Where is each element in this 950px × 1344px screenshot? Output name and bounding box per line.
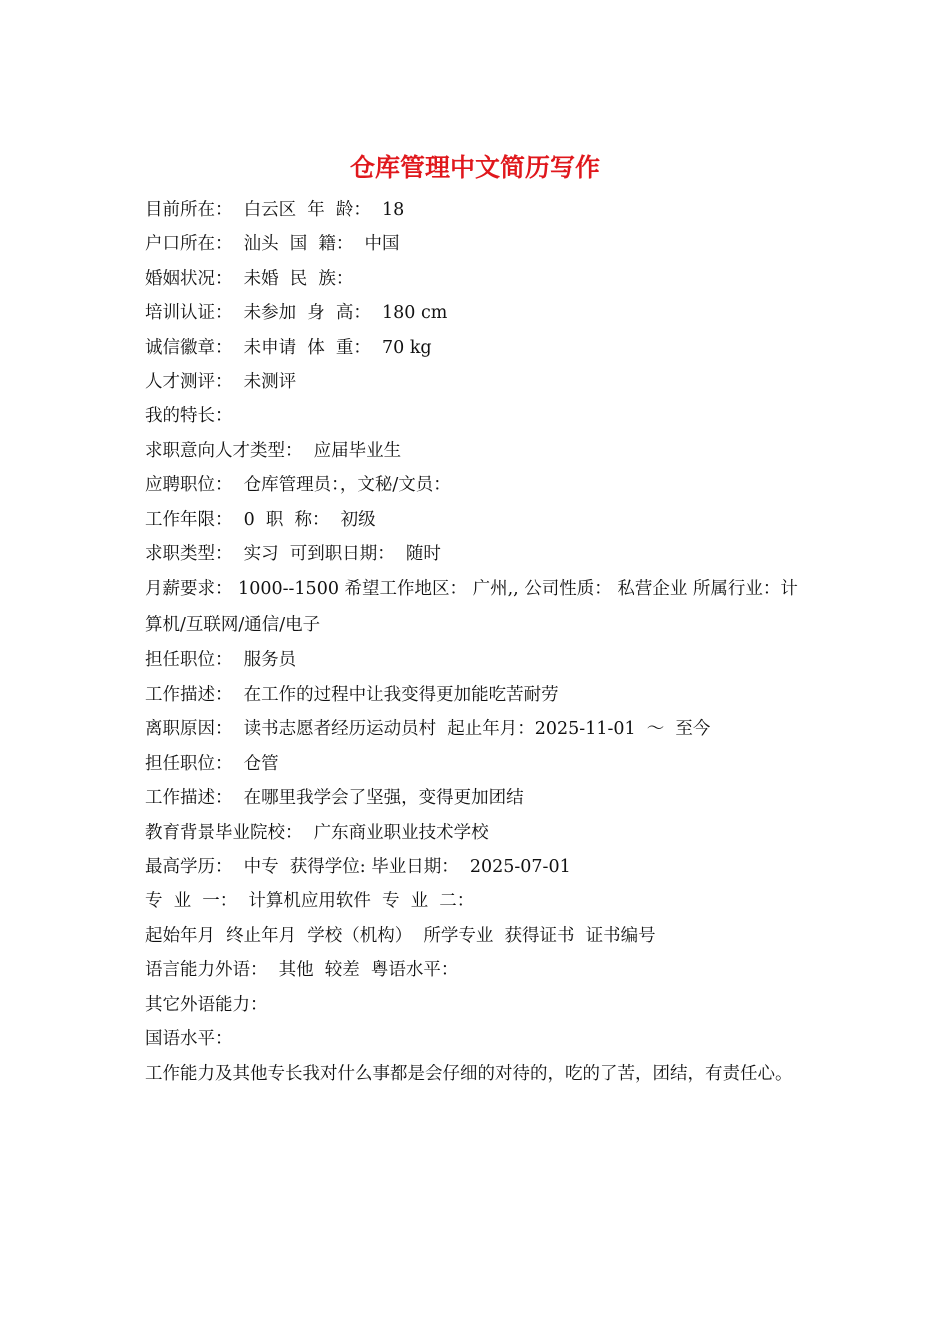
- field-job-description-2: 工作描述： 在哪里我学会了坚强，变得更加团结: [145, 788, 524, 809]
- field-leave-reason: 离职原因： 读书志愿者经历运动员村 起止年月：2025-11-01 ～ 至今: [145, 719, 711, 740]
- field-other-languages: 其它外语能力：: [145, 994, 268, 1015]
- field-current-location: 目前所在： 白云区 年 龄： 18: [145, 200, 405, 220]
- field-language-ability: 语言能力外语： 其他 较差 粤语水平：: [145, 960, 459, 981]
- field-major: 专 业 一： 计算机应用软件 专 业 二：: [145, 891, 475, 912]
- field-position-2: 担任职位： 仓管: [145, 753, 279, 774]
- resume-body: [145, 193, 805, 1092]
- field-applied-position: 应聘职位： 仓库管理员：，文秘/文员：: [145, 475, 451, 496]
- field-talent-type: 求职意向人才类型： 应届毕业生: [145, 440, 402, 461]
- field-specialty: 我的特长：: [145, 406, 233, 427]
- field-job-description-1: 工作描述： 在工作的过程中让我变得更加能吃苦耐劳: [145, 684, 559, 705]
- field-education-table-header: 起始年月 终止年月 学校（机构） 所学专业 获得证书 证书编号: [145, 925, 656, 946]
- field-work-years: 工作年限： 0 职 称： 初级: [145, 509, 376, 530]
- field-job-type: 求职类型： 实习 可到职日期： 随时: [145, 544, 441, 565]
- field-education-school: 教育背景毕业院校： 广东商业职业技术学校: [145, 822, 489, 843]
- field-hukou: 户口所在： 汕头 国 籍： 中国: [145, 234, 400, 255]
- field-marital-status: 婚姻状况： 未婚 民 族：: [145, 268, 354, 289]
- field-mandarin-level: 国语水平：: [145, 1028, 233, 1049]
- field-work-ability: 工作能力及其他专长我对什么事都是会仔细的对待的，吃的了苦，团结，有责任心。: [145, 1064, 793, 1085]
- document-title: 仓库管理中文简历写作: [349, 153, 600, 182]
- field-credit-badge: 诚信徽章： 未申请 体 重： 70 kg: [145, 337, 432, 358]
- field-salary-requirements: 月薪要求： 1000--1500 希望工作地区： 广州,, 公司性质： 私营企业 所属行业：计算机/互联网/通信/电子: [145, 579, 798, 636]
- field-training: 培训认证： 未参加 身 高： 180 cm: [145, 303, 448, 324]
- field-highest-degree: 最高学历： 中专 获得学位: 毕业日期： 2025-07-01: [145, 856, 571, 877]
- field-talent-assessment: 人才测评： 未测评: [145, 372, 297, 393]
- field-position-1: 担任职位： 服务员: [145, 650, 297, 671]
